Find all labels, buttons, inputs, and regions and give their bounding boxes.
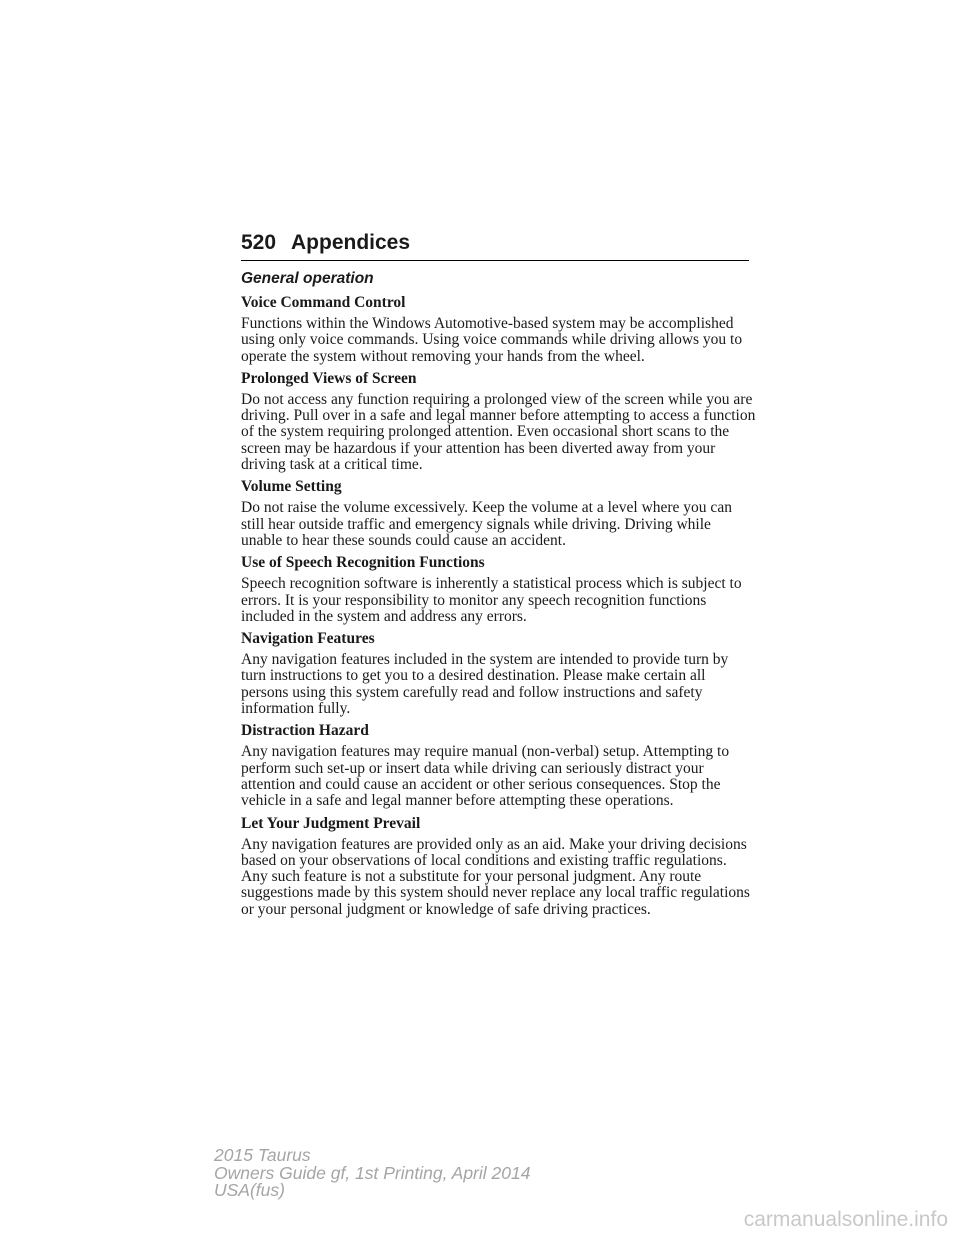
topic-body: Any navigation features may require manual (non-verbal) setup. Attempting to perform such set-up or insert data while driving can seriously distract your attention and could cause an accident or other serious consequences. Stop the vehicle in a safe and legal manner before attempting these operations. xyxy=(241,743,730,810)
footer-model: 2015 Taurus xyxy=(214,1145,311,1165)
topic-volume-setting xyxy=(241,478,756,549)
topic-body: Functions within the Windows Automotive-based system may be accomplished using only voice commands. Using voice commands while driving allows you to operate the system without removing your hands from the wheel. xyxy=(241,315,743,365)
topic-heading: Voice Command Control xyxy=(241,294,406,311)
page-header xyxy=(241,228,749,261)
topic-distraction-hazard xyxy=(241,722,756,809)
topic-heading: Navigation Features xyxy=(241,630,375,648)
subsection-heading: General operation xyxy=(241,270,374,287)
topic-navigation-features xyxy=(241,630,756,717)
topic-heading: Let Your Judgment Prevail xyxy=(241,814,421,832)
topic-body: Speech recognition software is inherently a statistical process which is subject to errors. It is your responsibility to monitor any speech recognition functions included in the system and address any errors. xyxy=(241,575,742,625)
footer-edition: Owners Guide gf, 1st Printing, April 2014 xyxy=(214,1162,531,1183)
footer-region-suffix: (fus) xyxy=(249,1180,285,1200)
topic-body: Do not raise the volume excessively. Keep the volume at a level where you can still hear outside traffic and emergency signals while driving. Driving while unable to hear these sounds could cause an accident. xyxy=(241,499,732,549)
document-footer xyxy=(214,1147,530,1200)
topic-speech-recognition xyxy=(241,554,756,625)
topic-heading: Distraction Hazard xyxy=(241,722,369,740)
topic-prolonged-views xyxy=(241,370,756,473)
footer-region-main: USA xyxy=(214,1180,250,1200)
topic-body: Do not access any function requiring a prolonged view of the screen while you are driving. Pull over in a safe and legal manner before attempting to access a function of the system requiring prolonged attention. Even occasional short scans to the screen may be hazardous if your attention has been diverted away from your driving task at a critical time. xyxy=(241,390,756,474)
page-number: 520 xyxy=(241,231,277,254)
topic-voice-command-control xyxy=(241,294,756,365)
topic-body: Any navigation features included in the system are intended to provide turn by turn instructions to get you to a desired destination. Please make certain all persons using this system carefully read and follow instructions and safety information fully. xyxy=(241,651,729,718)
topic-heading: Use of Speech Recognition Functions xyxy=(241,554,485,572)
footer-region xyxy=(214,1182,530,1200)
watermark: carmanualsonline.info xyxy=(743,1208,948,1231)
topic-heading: Prolonged Views of Screen xyxy=(241,369,417,387)
topic-body: Any navigation features are provided only as an aid. Make your driving decisions based on your observations of local conditions and existing traffic regulations. Any such feature is not a substitute for your personal judgment. Any route suggestions made by this system should never replace any local traffic regulations or your personal judgment or knowledge of safe driving practices. xyxy=(241,835,750,918)
section-title: Appendices xyxy=(291,231,411,254)
page-content xyxy=(241,269,756,923)
topic-heading: Volume Setting xyxy=(241,478,342,496)
topic-judgment-prevail xyxy=(241,815,756,918)
